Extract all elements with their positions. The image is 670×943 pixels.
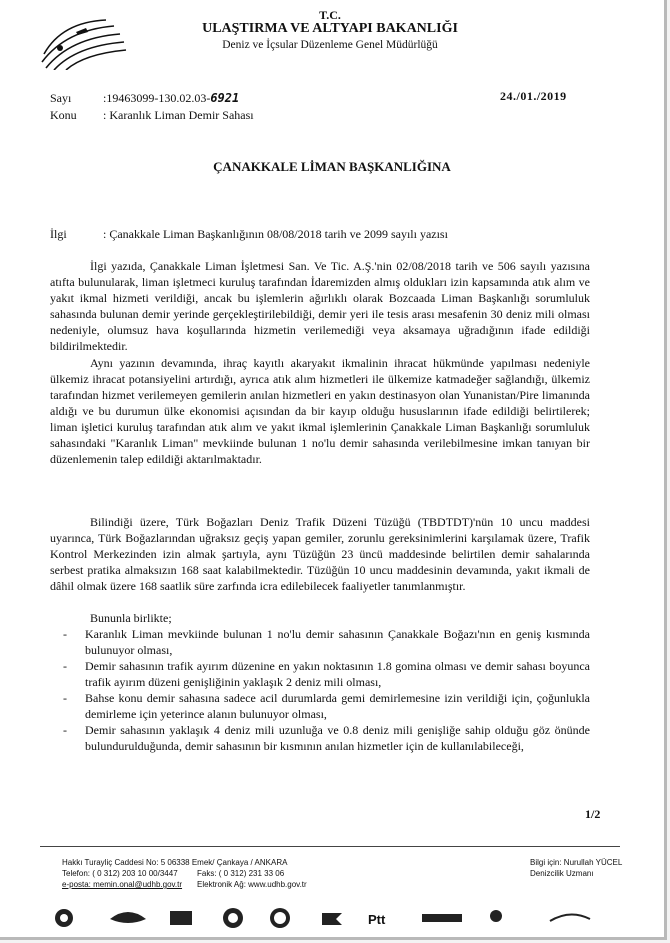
header-ministry: ULAŞTIRMA VE ALTYAPI BAKANLIĞI	[202, 21, 458, 36]
body-paragraph-3: Bilindiği üzere, Türk Boğazları Deniz Trafik Düzeni Tüzüğü (TBDTDT)'nün 10 uncu maddesi uyarınca, Türk Boğazlarından uğraksız geçiş yapan gemiler, zorunlu gereksinimlerini karşılamak üzere, Trafik Kontrol Merkezinden izin almak şartıyla, aynı Tüzüğün 23 üncü maddesinde belirtilen demir sahalarında serbest pratika almaksızın 168 saat kalabilmektedir. Tüzüğün 10 uncu maddesinin devamında, yakıt ikmali de dâhil olmak üzere 168 saatlik süre zarfında icra edilebilecek faaliyetler tanımlanmıştır.	[50, 515, 590, 593]
footer-phone: Telefon: ( 0 312) 203 10 00/3447	[62, 869, 178, 878]
ilgi-label: İlgi	[50, 227, 67, 241]
document-date: 24./01./2019	[500, 89, 567, 103]
affiliate-logo-9	[550, 914, 590, 921]
affiliate-logo-4	[223, 908, 243, 928]
affiliate-logo-6	[322, 913, 342, 925]
footer-email[interactable]: e-posta: memin.onal@udhb.gov.tr	[62, 880, 183, 889]
list-item-text: Demir sahasının trafik ayırım düzenine en yakın noktasının 1.8 gomina olması ve demir sahası boyunca trafik ayırım düzeni genişliğinin yaklaşık 2 deniz mili olması,	[85, 659, 590, 689]
list-item: - Demir sahasının yaklaşık 4 deniz mili uzunluğa ve 0.8 deniz mili genişliğe sahip olduğu göz önünde bulundurulduğunda, demir sahasının bir kısmının anılan hizmetler için de kullanılabileceği,	[63, 723, 590, 753]
affiliate-logo-8	[490, 910, 502, 922]
list-item-text: Bahse konu demir sahasına sadece acil durumlarda gemi demirlemesine izin verildiği için, çoğunlukla demirleme için yeterince alanın bulunuyor olması,	[85, 691, 590, 721]
footer-web[interactable]: Elektronik Ağ: www.udhb.gov.tr	[197, 880, 307, 889]
header-tc: T.C.	[319, 8, 341, 22]
sayi-label: Sayı	[50, 91, 72, 105]
footer-info: Bilgi için: Nurullah YÜCEL	[530, 858, 623, 867]
affiliate-logo-5	[270, 908, 290, 928]
ilgi-value: : Çanakkale Liman Başkanlığının 08/08/2018 tarih ve 2099 sayılı yazısı	[103, 227, 448, 241]
affiliate-logo-2	[110, 912, 146, 923]
list-item-text: Karanlık Liman mevkiinde bulunan 1 no'lu demir sahasının Çanakkale Boğazı'nın en geniş kısmında bulunuyor olması,	[85, 627, 590, 657]
footer-divider	[40, 846, 620, 847]
list-item: - Bahse konu demir sahasına sadece acil durumlarda gemi demirlemesine izin verildiği için, çoğunlukla demirleme için yeterince alanın bulunuyor olması,	[63, 691, 590, 721]
footer-title: Denizcilik Uzmanı	[530, 869, 594, 878]
ptt-logo: Ptt	[368, 912, 386, 927]
footer-address: Hakkı Turayliç Caddesi No: 5 06338 Emek/ Çankaya / ANKARA	[62, 858, 288, 867]
konu-value: : Karanlık Liman Demir Sahası	[103, 108, 254, 122]
list-item: - Karanlık Liman mevkiinde bulunan 1 no'lu demir sahasının Çanakkale Boğazı'nın en geniş kısmında bulunuyor olması,	[63, 627, 590, 657]
affiliate-logo-1	[55, 909, 73, 927]
page-number: 1/2	[585, 807, 601, 821]
ministry-logo	[36, 14, 128, 70]
sayi-value	[103, 91, 239, 106]
bullet-list	[50, 626, 590, 754]
header-department: Deniz ve İçsular Düzenleme Genel Müdürlüğü	[222, 39, 438, 51]
body-paragraph-2: Aynı yazının devamında, ihraç kayıtlı akaryakıt ikmalinin ihracat hükmünde yapılması nedeniyle ülkemiz ihracat potansiyelini artırdığı, ayrıca atık alım hizmetleri ile ülkemize katmadeğer sağlandığı, ülkemiz tarafından hizmet verilemeyen gemilerin anılan hizmetleri en yakın destinasyon olan Yunanistan/Pire limanında aldığı ve bu durumun ülke ekonomisi açısından da bir kayıp olduğu hususlarının ifade edildiği belirtilerek; liman işletici kuruluş tarafından atık alım ve yakıt ikmal işlemlerinin Çanakkale Liman Başkanlığı sorumluluk sahasındaki "Karanlık Liman" mevkiinde bulunan 1 no'lu demir sahasında verilebilmesine imkan tanıyan bir düzenlemenin talep edildiği aktarılmaktadır.	[50, 356, 590, 466]
body-paragraph-4: Bununla birlikte;	[90, 611, 172, 625]
affiliate-logo-3	[170, 911, 192, 925]
sayi-number: :19463099-130.02.03-	[103, 91, 211, 105]
sayi-handwritten: 6921	[210, 91, 240, 105]
list-item: - Demir sahasının trafik ayırım düzenine en yakın noktasının 1.8 gomina olması ve demir sahası boyunca trafik ayırım düzeni genişliğinin yaklaşık 2 deniz mili olması,	[63, 659, 590, 689]
body-paragraph-1: İlgi yazıda, Çanakkale Liman İşletmesi San. Ve Tic. A.Ş.'nin 02/08/2018 tarih ve 506 sayılı yazısına atıfta bulunularak, liman işletmeci kuruluş tarafından İdaremizden almış oldukları izin kapsamında atık alım ve yakıt ikmal hizmeti verildiği, ancak bu işlemlerin ağırlıklı olarak Bozcaada Liman Başkanlığı sorumluluk sahasında bulunan demir yerinde gerçekleştirilebildiği, demir yeri ile tesis arası mesafenin 30 deniz mili olması nedeniyle, olumsuz hava koşullarında hizmetin verilemediği veya aksamaya uğradığının ifade edildiği bildirilmektedir.	[50, 259, 590, 353]
recipient-title: ÇANAKKALE LİMAN BAŞKANLIĞINA	[213, 159, 451, 174]
konu-label: Konu	[50, 108, 77, 122]
affiliate-logo-7	[422, 914, 462, 922]
list-item-text: Demir sahasının yaklaşık 4 deniz mili uzunluğa ve 0.8 deniz mili genişliğe sahip olduğu göz önünde bulundurulduğunda, demir sahasının bir kısmının anılan hizmetler için de kullanılabileceği,	[85, 723, 590, 753]
footer-fax: Faks: ( 0 312) 231 33 06	[197, 869, 285, 878]
footer-logos	[50, 905, 610, 931]
